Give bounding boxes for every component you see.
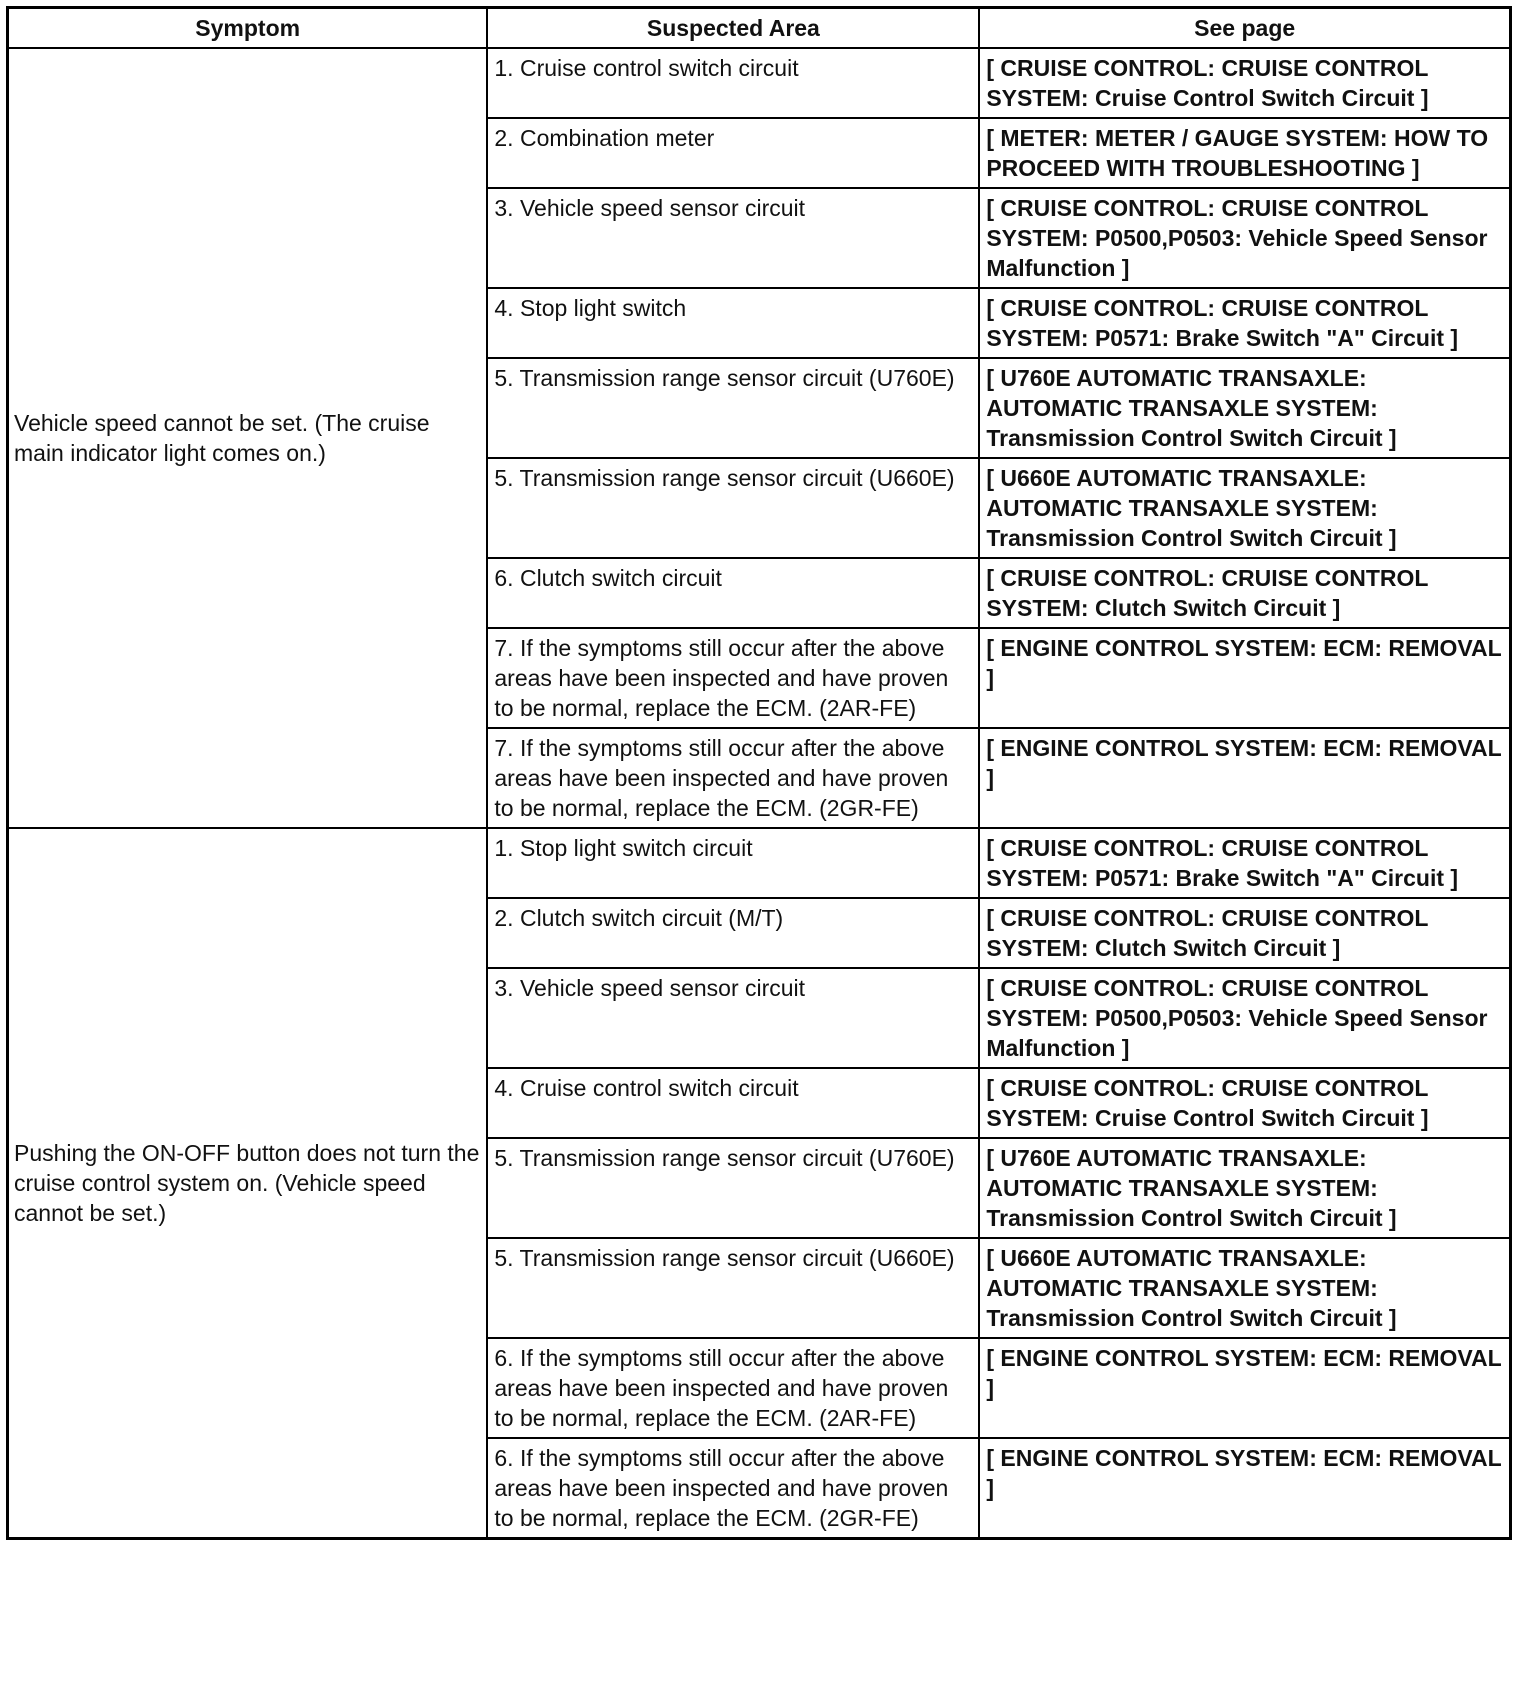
suspected-area-cell: 6. If the symptoms still occur after the above areas have been inspected and have proven to be normal, replace the ECM. (2AR-FE) — [487, 1338, 979, 1438]
suspected-area-cell: 1. Stop light switch circuit — [487, 828, 979, 898]
suspected-area-cell: 5. Transmission range sensor circuit (U660E) — [487, 1238, 979, 1338]
symptom-cell: Pushing the ON-OFF button does not turn the cruise control system on. (Vehicle speed cannot be set.) — [8, 828, 488, 1539]
see-page-link[interactable]: [ CRUISE CONTROL: CRUISE CONTROL SYSTEM: Cruise Control Switch Circuit ] — [979, 1068, 1510, 1138]
see-page-link[interactable]: [ CRUISE CONTROL: CRUISE CONTROL SYSTEM: Cruise Control Switch Circuit ] — [979, 48, 1510, 118]
suspected-area-cell: 4. Cruise control switch circuit — [487, 1068, 979, 1138]
see-page-link[interactable]: [ CRUISE CONTROL: CRUISE CONTROL SYSTEM: Clutch Switch Circuit ] — [979, 558, 1510, 628]
suspected-area-cell: 3. Vehicle speed sensor circuit — [487, 188, 979, 288]
suspected-area-cell: 1. Cruise control switch circuit — [487, 48, 979, 118]
suspected-area-cell: 7. If the symptoms still occur after the above areas have been inspected and have proven to be normal, replace the ECM. (2AR-FE) — [487, 628, 979, 728]
see-page-link[interactable]: [ CRUISE CONTROL: CRUISE CONTROL SYSTEM: Clutch Switch Circuit ] — [979, 898, 1510, 968]
table-row — [8, 48, 1511, 118]
suspected-area-cell: 2. Combination meter — [487, 118, 979, 188]
see-page-link[interactable]: [ CRUISE CONTROL: CRUISE CONTROL SYSTEM: P0571: Brake Switch "A" Circuit ] — [979, 288, 1510, 358]
suspected-area-cell: 2. Clutch switch circuit (M/T) — [487, 898, 979, 968]
see-page-link[interactable]: [ U760E AUTOMATIC TRANSAXLE: AUTOMATIC TRANSAXLE SYSTEM: Transmission Control Switch Circuit ] — [979, 1138, 1510, 1238]
header-row — [8, 8, 1511, 49]
suspected-area-cell: 3. Vehicle speed sensor circuit — [487, 968, 979, 1068]
suspected-area-cell: 7. If the symptoms still occur after the above areas have been inspected and have proven to be normal, replace the ECM. (2GR-FE) — [487, 728, 979, 828]
suspected-area-cell: 5. Transmission range sensor circuit (U760E) — [487, 1138, 979, 1238]
table-body — [8, 48, 1511, 1539]
suspected-area-cell: 5. Transmission range sensor circuit (U760E) — [487, 358, 979, 458]
see-page-link[interactable]: [ ENGINE CONTROL SYSTEM: ECM: REMOVAL ] — [979, 1438, 1510, 1539]
see-page-link[interactable]: [ ENGINE CONTROL SYSTEM: ECM: REMOVAL ] — [979, 1338, 1510, 1438]
suspected-area-cell: 4. Stop light switch — [487, 288, 979, 358]
see-page-link[interactable]: [ ENGINE CONTROL SYSTEM: ECM: REMOVAL ] — [979, 628, 1510, 728]
troubleshooting-table — [6, 6, 1512, 1540]
see-page-link[interactable]: [ METER: METER / GAUGE SYSTEM: HOW TO PROCEED WITH TROUBLESHOOTING ] — [979, 118, 1510, 188]
see-page-link[interactable]: [ U660E AUTOMATIC TRANSAXLE: AUTOMATIC TRANSAXLE SYSTEM: Transmission Control Switch Circuit ] — [979, 458, 1510, 558]
table-row — [8, 828, 1511, 898]
see-page-link[interactable]: [ CRUISE CONTROL: CRUISE CONTROL SYSTEM: P0571: Brake Switch "A" Circuit ] — [979, 828, 1510, 898]
header-see-page: See page — [979, 8, 1510, 49]
symptom-cell: Vehicle speed cannot be set. (The cruise main indicator light comes on.) — [8, 48, 488, 828]
see-page-link[interactable]: [ ENGINE CONTROL SYSTEM: ECM: REMOVAL ] — [979, 728, 1510, 828]
suspected-area-cell: 6. If the symptoms still occur after the above areas have been inspected and have proven to be normal, replace the ECM. (2GR-FE) — [487, 1438, 979, 1539]
see-page-link[interactable]: [ CRUISE CONTROL: CRUISE CONTROL SYSTEM: P0500,P0503: Vehicle Speed Sensor Malfunction ] — [979, 968, 1510, 1068]
see-page-link[interactable]: [ CRUISE CONTROL: CRUISE CONTROL SYSTEM: P0500,P0503: Vehicle Speed Sensor Malfunction ] — [979, 188, 1510, 288]
suspected-area-cell: 5. Transmission range sensor circuit (U660E) — [487, 458, 979, 558]
see-page-link[interactable]: [ U760E AUTOMATIC TRANSAXLE: AUTOMATIC TRANSAXLE SYSTEM: Transmission Control Switch Circuit ] — [979, 358, 1510, 458]
header-symptom: Symptom — [8, 8, 488, 49]
see-page-link[interactable]: [ U660E AUTOMATIC TRANSAXLE: AUTOMATIC TRANSAXLE SYSTEM: Transmission Control Switch Circuit ] — [979, 1238, 1510, 1338]
header-suspected-area: Suspected Area — [487, 8, 979, 49]
suspected-area-cell: 6. Clutch switch circuit — [487, 558, 979, 628]
